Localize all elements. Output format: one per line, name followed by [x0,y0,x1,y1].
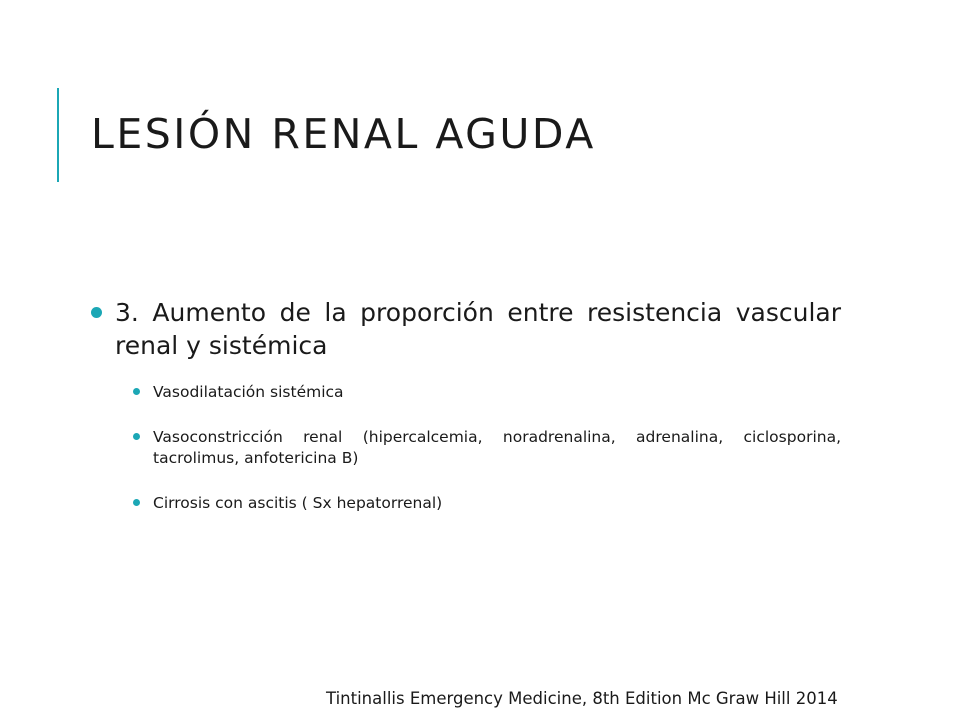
sub-bullet-text: Vasoconstricción renal (hipercalcemia, noradrenalina, adrenalina, ciclosporina, tacrolimus, anfotericina B) [153,428,841,467]
sub-bullet-text: Cirrosis con ascitis ( Sx hepatorrenal) [153,494,443,512]
citation: Tintinallis Emergency Medicine, 8th Edition Mc Graw Hill 2014 [326,689,838,708]
main-bullet-item [91,296,841,362]
slide-title: LESIÓN RENAL AGUDA [91,110,596,158]
bullet-dot-icon [133,388,140,395]
bullet-dot-icon [91,307,102,318]
sub-bullet-item [133,382,841,403]
main-bullet-text: 3. Aumento de la proporción entre resistencia vascular renal y sistémica [115,298,841,360]
title-accent-bar [57,88,59,182]
bullet-dot-icon [133,499,140,506]
bullet-dot-icon [133,433,140,440]
sub-bullet-item [133,493,841,514]
sub-bullet-item [133,427,841,469]
sub-bullet-text: Vasodilatación sistémica [153,383,344,401]
sub-bullet-list [91,382,841,514]
slide-content [91,296,841,538]
